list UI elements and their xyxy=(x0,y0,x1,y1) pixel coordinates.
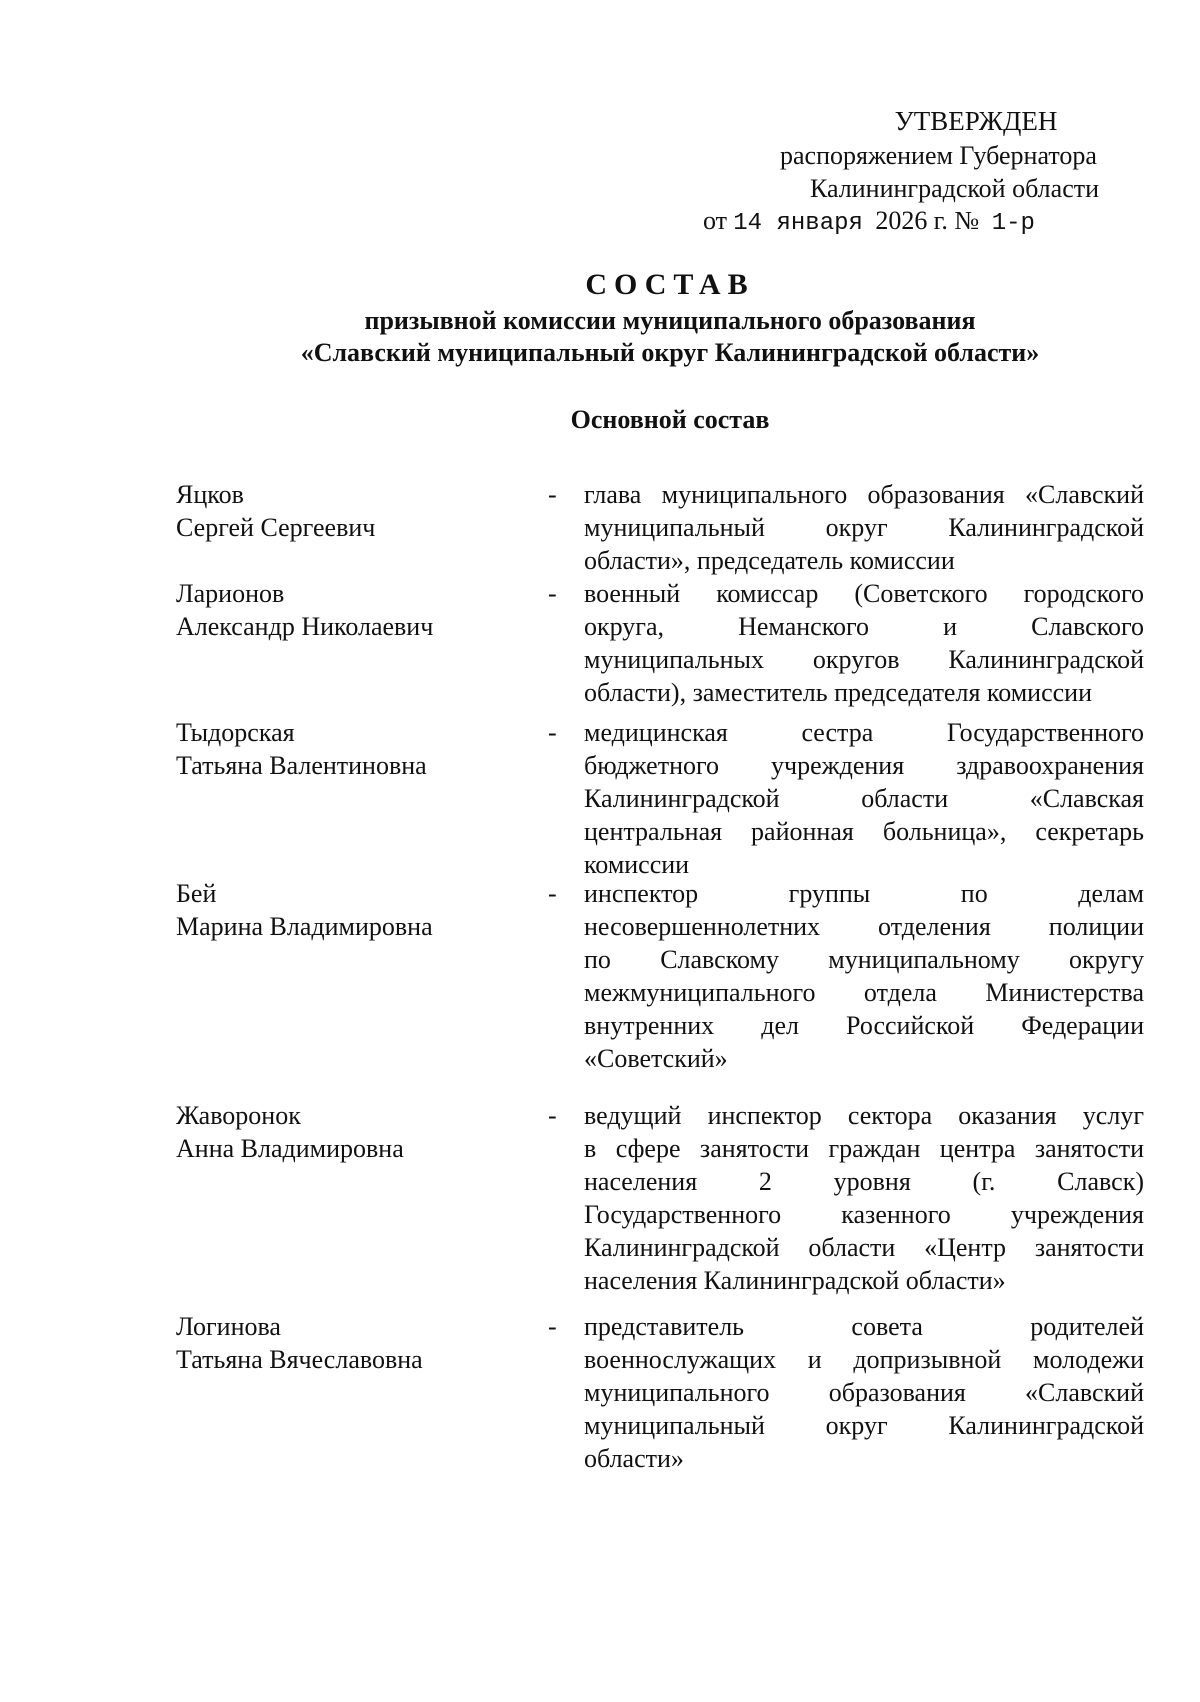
member-role-line: Калининградской области «Центр занятости xyxy=(584,1233,1144,1262)
approval-date-line xyxy=(703,205,1163,239)
member-role-line: области), заместитель председателя комиссии xyxy=(584,678,1092,707)
member-role-line: населения 2 уровня (г. Славск) xyxy=(584,1167,1144,1196)
member-role-line: межмуниципального отдела Министерства xyxy=(584,978,1144,1007)
member-name xyxy=(176,577,548,709)
member-role xyxy=(584,1310,1144,1475)
member-surname: Бей xyxy=(176,879,217,908)
member-role-line: несовершеннолетних отделения полиции xyxy=(584,912,1144,941)
member-row xyxy=(176,478,1160,577)
member-role-line: бюджетного учреждения здравоохранения xyxy=(584,751,1144,780)
member-row xyxy=(176,577,1160,709)
member-role-line: Государственного казенного учреждения xyxy=(584,1200,1144,1229)
member-role-line: «Советский» xyxy=(584,1044,728,1073)
member-role-line: муниципальных округов Калининградской xyxy=(584,645,1144,674)
order-number: 1-р xyxy=(991,210,1035,237)
member-dash: - xyxy=(548,718,557,747)
member-name xyxy=(176,478,548,577)
member-dash: - xyxy=(548,579,557,608)
member-role-line: комиссии xyxy=(584,850,690,879)
member-role xyxy=(584,1099,1144,1297)
member-role-line: военнослужащих и допризывной молодежи xyxy=(584,1345,1144,1374)
member-name xyxy=(176,716,548,881)
date-prefix: от xyxy=(703,206,728,235)
member-role-line: муниципального образования «Славский xyxy=(584,1378,1144,1407)
member-role xyxy=(584,877,1144,1075)
approval-authority: распоряжением Губернатора xyxy=(780,141,1097,170)
member-surname: Ларионов xyxy=(176,579,285,608)
member-role-line: инспектор группы по делам xyxy=(584,879,1144,908)
member-row xyxy=(176,877,1160,1075)
member-given-names: Сергей Сергеевич xyxy=(176,513,376,542)
member-role-line: военный комиссар (Советского городского xyxy=(584,579,1144,608)
member-name xyxy=(176,877,548,1075)
document-subtitle-line2: «Славский муниципальный округ Калининградской области» xyxy=(300,338,1040,367)
member-surname: Тыдорская xyxy=(176,718,295,747)
member-role-line: области», председатель комиссии xyxy=(584,546,955,575)
document-title: СОСТАВ xyxy=(585,268,755,301)
member-given-names: Марина Владимировна xyxy=(176,912,433,941)
member-dash: - xyxy=(548,480,557,509)
member-role xyxy=(584,577,1144,709)
member-surname: Логинова xyxy=(176,1312,281,1341)
member-given-names: Татьяна Валентиновна xyxy=(176,751,427,780)
member-role-line: ведущий инспектор сектора оказания услуг xyxy=(584,1101,1144,1130)
member-role-line: внутренних дел Российской Федерации xyxy=(584,1011,1144,1040)
member-name xyxy=(176,1310,548,1475)
member-role-line: представитель совета родителей xyxy=(584,1312,1144,1341)
approval-title: УТВЕРЖДЕН xyxy=(894,106,1058,136)
member-dash: - xyxy=(548,1312,557,1341)
member-row xyxy=(176,1310,1160,1475)
document-subtitle-line1: призывной комиссии муниципального образования xyxy=(364,306,976,335)
member-role-line: округа, Неманского и Славского xyxy=(584,612,1144,641)
member-role-line: центральная районная больница», секретарь xyxy=(584,817,1144,846)
member-given-names: Анна Владимировна xyxy=(176,1134,404,1163)
member-role-line: медицинская сестра Государственного xyxy=(584,718,1144,747)
member-surname: Яцков xyxy=(176,480,244,509)
member-given-names: Александр Николаевич xyxy=(176,612,434,641)
member-dash: - xyxy=(548,1101,557,1130)
approval-region: Калининградской области xyxy=(810,174,1100,203)
member-role-line: области» xyxy=(584,1444,684,1473)
date-value: 14 января xyxy=(733,210,863,237)
member-role-line: глава муниципального образования «Славский xyxy=(584,480,1144,509)
member-name xyxy=(176,1099,548,1297)
member-role-line: в сфере занятости граждан центра занятости xyxy=(584,1134,1144,1163)
member-role-line: муниципальный округ Калининградской xyxy=(584,513,1144,542)
member-given-names: Татьяна Вячеславовна xyxy=(176,1345,423,1374)
date-year-suffix: г. № xyxy=(933,206,980,235)
member-dash: - xyxy=(548,879,557,908)
member-row xyxy=(176,1099,1160,1297)
member-row xyxy=(176,716,1160,881)
member-role-line: Калининградской области «Славская xyxy=(584,784,1144,813)
section-heading: Основной состав xyxy=(570,405,770,434)
date-year: 2026 xyxy=(875,206,928,235)
member-role-line: населения Калининградской области» xyxy=(584,1266,1006,1295)
member-role-line: муниципальный округ Калининградской xyxy=(584,1411,1144,1440)
member-role-line: по Славскому муниципальному округу xyxy=(584,945,1144,974)
member-role xyxy=(584,478,1144,577)
member-surname: Жаворонок xyxy=(176,1101,301,1130)
member-role xyxy=(584,716,1144,881)
